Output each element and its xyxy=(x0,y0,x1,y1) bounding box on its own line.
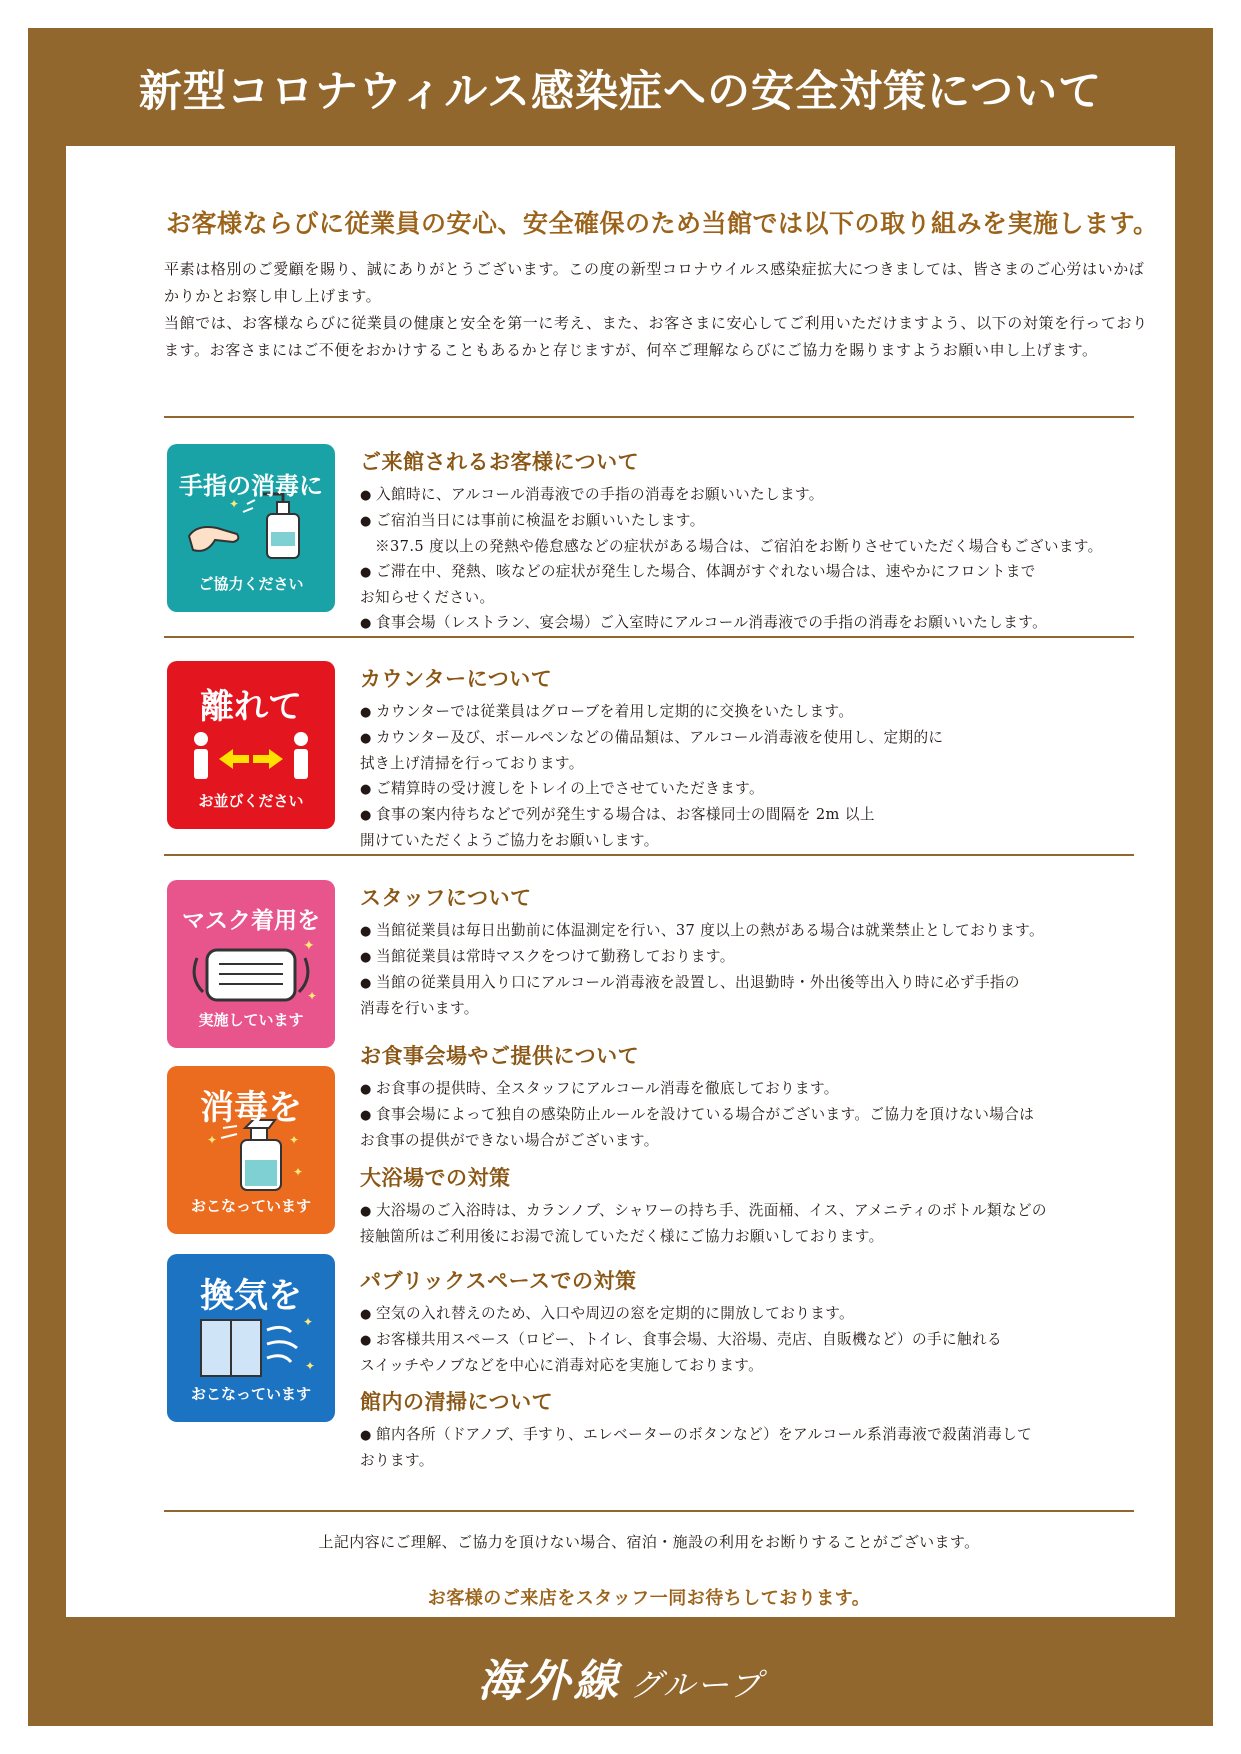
brand-logo: 海外線 xyxy=(477,1656,622,1707)
badge-distance xyxy=(167,661,335,829)
section-guests xyxy=(360,446,1150,636)
content-panel xyxy=(66,146,1175,1617)
section-counter xyxy=(360,663,1150,853)
section-title: ご来館されるお客様について xyxy=(360,449,640,474)
section-title: 館内の清掃について xyxy=(360,1389,554,1414)
intro-paragraph: 平素は格別のご愛顧を賜り、誠にありがとうございます。この度の新型コロナウイルス感染症拡大につきましては、皆さまのご心労はいかばかりかとお察し申し上げます。 xyxy=(164,260,1145,305)
list-item: ● お食事の提供時、全スタッフにアルコール消毒を徹底しております。 xyxy=(360,1080,839,1097)
list-item: ● カウンター及び、ボールペンなどの備品類は、アルコール消毒液を使用し、定期的に 拭き上げ清掃を行っております。 xyxy=(360,729,944,772)
list-item: ● 入館時に、アルコール消毒液での手指の消毒をお願いいたします。 xyxy=(360,486,824,503)
divider xyxy=(164,636,1134,638)
svg-text:✦: ✦ xyxy=(305,1359,316,1373)
list-item: ● 大浴場のご入浴時は、カランノブ、シャワーの持ち手、洗面桶、イス、アメニティのボトル類などの 接触箇所はご利用後にお湯で流していただく様にご協力お願いしております。 xyxy=(360,1202,1047,1245)
divider xyxy=(164,1510,1134,1512)
page-frame xyxy=(28,28,1213,1726)
section-title: スタッフについて xyxy=(360,885,532,910)
badge-label-bottom: 実施しています xyxy=(198,1011,304,1029)
badge-label-bottom: おこなっています xyxy=(190,1385,311,1403)
svg-text:✦: ✦ xyxy=(303,938,315,954)
badge-label-top: マスク着用を xyxy=(182,908,320,934)
list-item: ● 食事の案内待ちなどで列が発生する場合は、お客様同士の間隔を 2m 以上 開けていただくようご協力をお願いします。 xyxy=(360,806,875,849)
section-public-space xyxy=(360,1265,1150,1378)
badge-label-top: 消毒を xyxy=(200,1088,302,1128)
svg-text:✦: ✦ xyxy=(289,1133,300,1147)
section-staff xyxy=(360,882,1150,1021)
badge-ventilation xyxy=(167,1254,335,1422)
list-item: ● 当館従業員は常時マスクをつけて勤務しております。 xyxy=(360,948,735,965)
svg-text:✦: ✦ xyxy=(207,1133,218,1147)
list-item: ● 食事会場（レストラン、宴会場）ご入室時にアルコール消毒液での手指の消毒をお願いいたします。 xyxy=(360,614,1048,631)
list-item: ● 空気の入れ替えのため、入口や周辺の窓を定期的に開放しております。 xyxy=(360,1305,855,1322)
section-bath xyxy=(360,1162,1150,1249)
svg-text:✦: ✦ xyxy=(293,1165,304,1179)
list-item: ● 当館従業員は毎日出勤前に体温測定を行い、37 度以上の熱がある場合は就業禁止としております。 xyxy=(360,922,1044,939)
list-item: ● 館内各所（ドアノブ、手すり、エレベーターのボタンなど）をアルコール系消毒液で殺菌消毒して おります。 xyxy=(360,1426,1033,1469)
svg-text:✦: ✦ xyxy=(307,989,318,1003)
section-cleaning xyxy=(360,1386,1150,1473)
list-item: ● 食事会場によって独自の感染防止ルールを設けている場合がございます。ご協力を頂けない場合は お食事の提供ができない場合がございます。 xyxy=(360,1106,1035,1149)
section-title: パブリックスペースでの対策 xyxy=(360,1268,637,1293)
badge-disinfect xyxy=(167,1066,335,1234)
section-title: カウンターについて xyxy=(360,666,553,691)
closing-message: お客様のご来店をスタッフ一同お待ちしております。 xyxy=(427,1588,871,1609)
list-item: ● ご宿泊当日には事前に検温をお願いいたします。 ※37.5 度以上の発熱や倦怠感などの症状がある場合は、ご宿泊をお断りさせていただく場合もございます。 xyxy=(360,512,1103,555)
section-title: お食事会場やご提供について xyxy=(360,1043,640,1068)
list-item: ● お客様共用スペース（ロビー、トイレ、食事会場、大浴場、売店、自販機など）の手に触れる スイッチやノブなどを中心に消毒対応を実施しております。 xyxy=(360,1331,1002,1374)
svg-text:✦: ✦ xyxy=(303,1315,314,1329)
divider xyxy=(164,416,1134,418)
badge-label-bottom: お並びください xyxy=(198,792,304,810)
section-title: 大浴場での対策 xyxy=(360,1165,511,1190)
badge-mask xyxy=(167,880,335,1048)
badge-label-top: 手指の消毒に xyxy=(179,472,323,500)
badge-hand-sanitize xyxy=(167,444,335,612)
section-dining xyxy=(360,1040,1150,1153)
badge-label-bottom: おこなっています xyxy=(190,1197,311,1215)
intro-paragraph: 当館では、お客様ならびに従業員の健康と安全を第一に考え、また、お客さまに安心してご利用いただけますよう、以下の対策を行っております。お客さまにはご不便をおかけすることもあるかと存じますが、何卒ご理解ならびにご協力を賜りますようお願い申し上げます。 xyxy=(164,314,1148,359)
footer-note: 上記内容にご理解、ご協力を頂けない場合、宿泊・施設の利用をお断りすることがございます。 xyxy=(318,1533,980,1551)
brand-group-label: グループ xyxy=(629,1666,764,1704)
svg-text:✦: ✦ xyxy=(229,497,240,511)
list-item: ● 当館の従業員用入り口にアルコール消毒液を設置し、出退勤時・外出後等出入り時に必ず手指の 消毒を行います。 xyxy=(360,974,1020,1017)
badge-label-bottom: ご協力ください xyxy=(198,575,304,593)
divider xyxy=(164,854,1134,856)
list-item: ● カウンターでは従業員はグローブを着用し定期的に交換をいたします。 xyxy=(360,703,854,720)
badge-label-top: 換気を xyxy=(200,1276,302,1316)
badge-label-top: 離れて xyxy=(200,687,302,727)
page-title: 新型コロナウィルス感染症への安全対策について xyxy=(138,67,1103,117)
intro-headline: お客様ならびに従業員の安心、安全確保のため当館では以下の取り組みを実施します。 xyxy=(166,209,1159,238)
brand-footer xyxy=(28,1645,1213,1709)
list-item: ● ご滞在中、発熱、咳などの症状が発生した場合、体調がすぐれない場合は、速やかにフロントまで お知らせください。 xyxy=(360,563,1036,606)
intro-body xyxy=(164,256,1154,364)
list-item: ● ご精算時の受け渡しをトレイの上でさせていただきます。 xyxy=(360,780,764,797)
